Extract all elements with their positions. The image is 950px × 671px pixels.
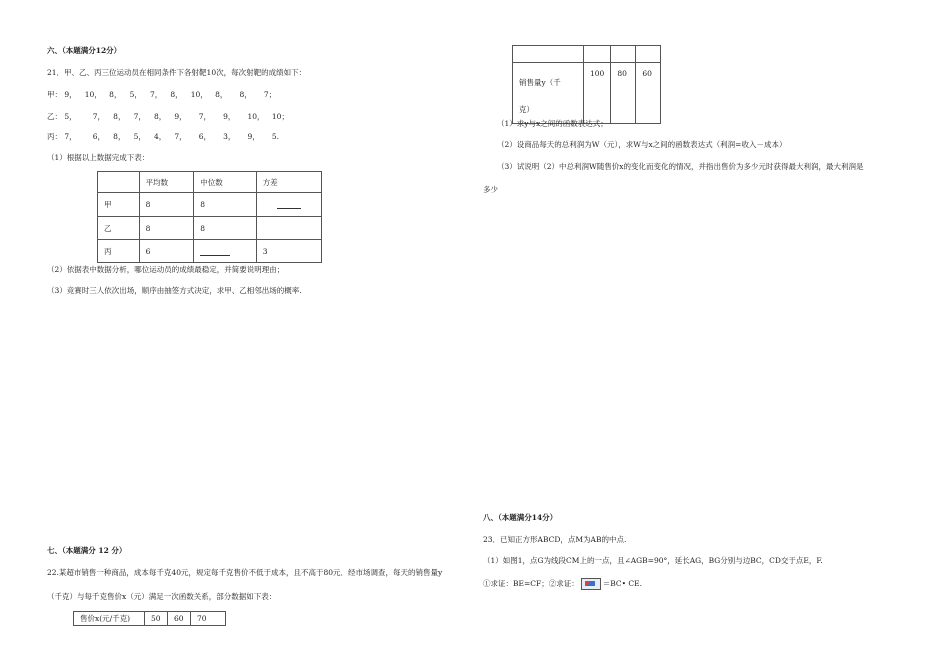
q21-stem: 21．甲、乙、丙三位运动员在相同条件下各射靶10次，每次射靶的成绩如下：	[47, 68, 307, 77]
table-cell	[584, 46, 611, 63]
table-header-cell: 平均数	[139, 172, 194, 193]
table-header-cell: 方差	[256, 172, 321, 193]
score-val: 8，	[239, 90, 252, 99]
q22-part3-cont: 多少	[483, 185, 498, 194]
score-name: 乙：	[47, 112, 62, 121]
sales-label-line1: 销售量y（千	[519, 78, 561, 87]
score-val: 10，	[84, 90, 102, 99]
score-val: 8，	[113, 132, 126, 141]
table-cell: 8	[139, 217, 194, 240]
table-cell: 80	[611, 63, 636, 124]
score-val: 7，	[133, 112, 146, 121]
table-row	[98, 240, 322, 263]
q22-part3: （3）试说明（2）中总利润W随售价x的变化而变化的情况，并指出售价为多少元时获得最大利润，最大利润是	[497, 162, 864, 171]
table-header-cell: 中位数	[194, 172, 256, 193]
score-name: 丙：	[47, 132, 62, 141]
score-val: 6，	[198, 132, 212, 141]
stats-table	[97, 171, 322, 263]
table-cell	[513, 46, 584, 63]
table-cell: 丙	[98, 240, 140, 263]
score-val: 5，	[133, 132, 146, 141]
q22-part1: （1）求y与x之间的函数表达式；	[497, 119, 608, 128]
score-val: 8，	[170, 90, 183, 99]
table-cell: 70	[191, 612, 226, 626]
score-val: 8，	[215, 90, 228, 99]
score-val: 10；	[271, 112, 289, 121]
q23-proof-text: ①求证：BE=CF；②求证：	[483, 579, 579, 588]
score-val: 8，	[113, 112, 126, 121]
table-row	[98, 193, 322, 217]
table-row	[74, 612, 226, 626]
table-row	[513, 63, 661, 124]
score-val: 9，	[64, 90, 77, 99]
table-cell: 100	[584, 63, 611, 124]
table-header-row	[98, 172, 322, 193]
q21-part3: （3）竞赛时三人依次出场，顺序由抽签方式决定，求甲、乙相邻出场的概率.	[47, 286, 302, 295]
formula-image-icon	[581, 578, 601, 590]
table-cell	[611, 46, 636, 63]
table-cell-blank	[194, 240, 256, 263]
score-val: 3，	[223, 132, 236, 141]
q22-part2: （2）设商品每天的总利润为W（元），求W与x之间的函数表达式（利润=收入－成本）	[497, 140, 787, 149]
table-cell: 6	[139, 240, 194, 263]
score-val: 7，	[198, 112, 212, 121]
score-val: 7；	[263, 90, 277, 99]
q21-part2: （2）依据表中数据分析，哪位运动员的成绩最稳定，并简要说明理由；	[47, 265, 285, 274]
score-val: 7，	[174, 132, 187, 141]
score-val: 9，	[223, 112, 236, 121]
table-row	[98, 217, 322, 240]
table-cell: 8	[194, 193, 256, 217]
score-val: 6，	[92, 132, 106, 141]
score-row-bing	[47, 132, 294, 142]
q23-part1: （1）如图1，点G为线段CM上的一点，且∠AGB=90°，延长AG，BG分别与边BC，CD交于点E，F.	[483, 556, 823, 565]
sales-label-line2: 克）	[519, 105, 534, 114]
section-7-title: 七、（本题满分 12 分）	[47, 546, 127, 555]
table-cell	[256, 217, 321, 240]
section-8-title: 八、（本题满分14分）	[483, 513, 558, 522]
table-header-cell	[98, 172, 140, 193]
price-table	[73, 611, 226, 626]
score-val: 7，	[149, 90, 163, 99]
score-val: 7，	[92, 112, 106, 121]
score-row-yi	[47, 112, 294, 122]
q22-stem: 22.某超市销售一种商品，成本每千克40元，规定每千克售价不低于成本，且不高于80元．经市场调查，每天的销售量y	[47, 568, 443, 577]
score-val: 5，	[64, 112, 77, 121]
sales-table	[512, 45, 661, 124]
score-row-jia	[47, 90, 286, 100]
answer-blank	[277, 201, 301, 209]
score-val: 10，	[247, 112, 265, 121]
q22-stem-cont: （千克）与每千克售价x（元）满足一次函数关系，部分数据如下表：	[47, 592, 277, 601]
q23-proof-text-end: ＝BC• CE.	[602, 579, 643, 588]
score-val: 9，	[247, 132, 260, 141]
table-cell-blank	[256, 193, 321, 217]
table-cell: 甲	[98, 193, 140, 217]
table-cell: 乙	[98, 217, 140, 240]
score-name: 甲：	[47, 90, 62, 99]
score-val: 9，	[174, 112, 187, 121]
table-row	[513, 46, 661, 63]
score-val: 7，	[64, 132, 77, 141]
table-cell: 60	[636, 63, 661, 124]
q21-part1: （1）根据以上数据完成下表：	[47, 153, 150, 162]
table-cell: 8	[139, 193, 194, 217]
table-cell: 50	[145, 612, 168, 626]
section-6-title: 六、（本题满分12分）	[47, 46, 122, 55]
table-cell: 8	[194, 217, 256, 240]
q23-stem: 23．已知正方形ABCD，点M为AB的中点.	[483, 535, 627, 544]
score-val: 5，	[129, 90, 142, 99]
answer-blank	[200, 248, 230, 256]
score-val: 10，	[190, 90, 208, 99]
score-val: 4，	[153, 132, 167, 141]
table-cell	[636, 46, 661, 63]
score-val: 5.	[271, 132, 280, 141]
table-cell	[513, 63, 584, 124]
q23-part1-proofs	[483, 578, 642, 590]
table-cell: 60	[168, 612, 191, 626]
score-val: 8，	[153, 112, 167, 121]
table-cell: 3	[256, 240, 321, 263]
table-cell: 售价x(元/千克)	[74, 612, 145, 626]
score-val: 8，	[109, 90, 122, 99]
